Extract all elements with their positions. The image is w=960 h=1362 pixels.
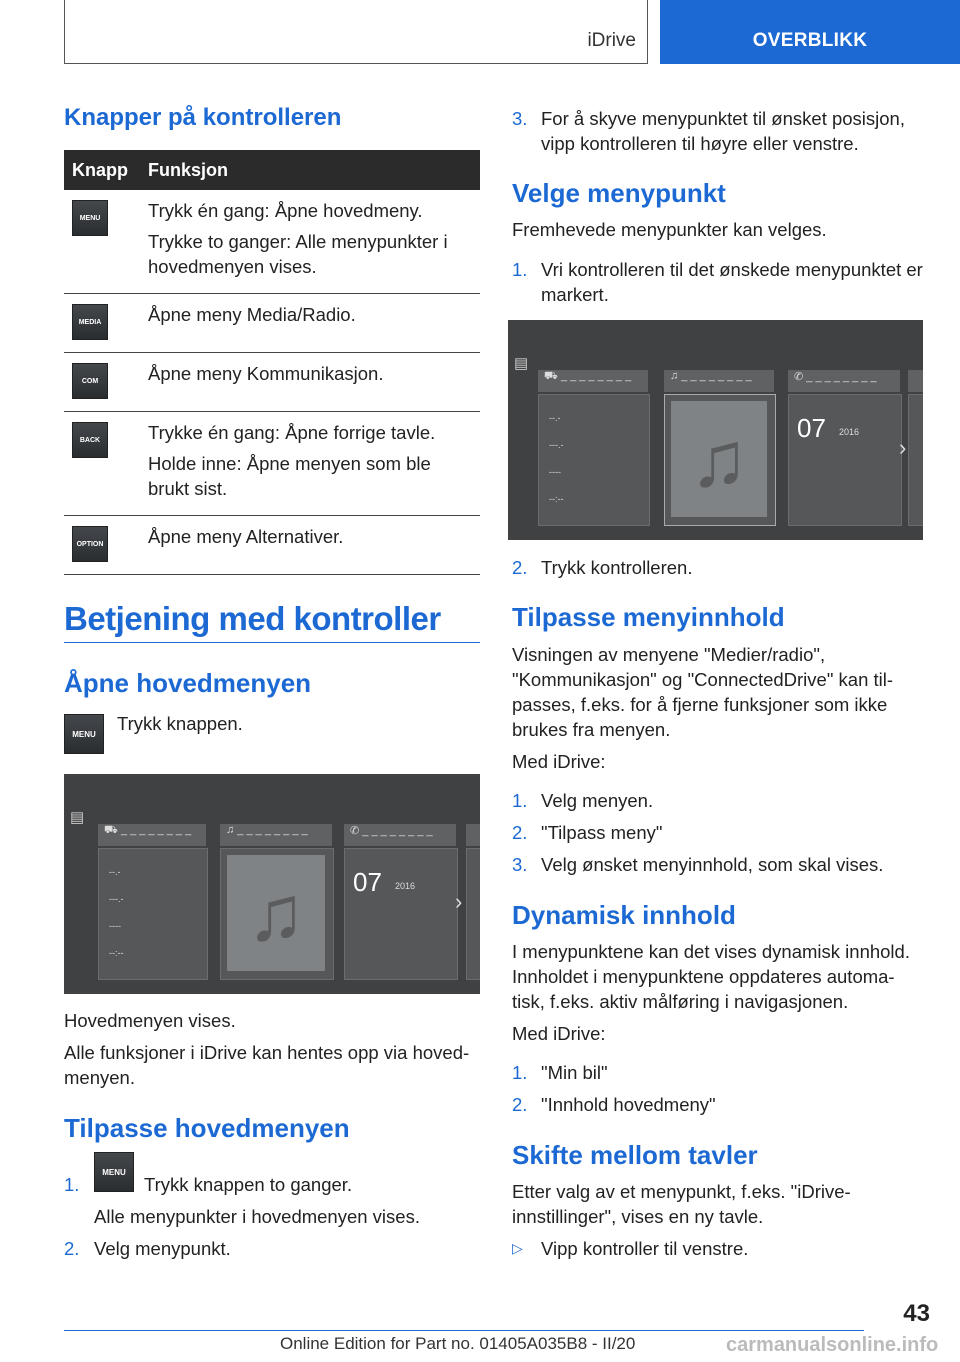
step-text: Vipp kontroller til venstre. — [541, 1238, 749, 1259]
media-tile — [220, 848, 334, 980]
menu-button-icon: MENU — [72, 200, 108, 236]
controller-buttons-table — [64, 150, 480, 575]
header-chapter-tab: OVERBLIKK — [660, 0, 960, 64]
step-text: "Min bil" — [541, 1062, 608, 1083]
step-number: 1. — [64, 1174, 80, 1195]
triangle-bullet-icon: ▷ — [512, 1240, 523, 1256]
row-text: Åpne meny Alternativer. — [148, 526, 344, 547]
step-text: Velg menypunkt. — [94, 1238, 231, 1259]
step-text: Velg menyen. — [541, 790, 654, 811]
column-header-button: Knapp — [64, 150, 140, 190]
subsection-title-select: Velge menypunkt — [512, 178, 726, 208]
next-tile — [455, 848, 480, 980]
watermark: carmanualsonline.info — [726, 1334, 939, 1356]
table-row — [64, 294, 480, 353]
step-text: For å skyve menypunktet til ønsket posisjon, vipp kontrolleren til høyre eller venstre. — [541, 108, 905, 154]
com-button-icon: COM — [72, 363, 108, 399]
chevron-right-icon: › — [899, 435, 907, 460]
step-number: 1. — [512, 259, 528, 280]
table-header-row — [64, 150, 480, 190]
body-text: Med iDrive: — [512, 751, 606, 772]
menu-button-icon: MENU — [64, 714, 104, 754]
step-number: 1. — [512, 1062, 528, 1083]
car-icon: ⛟ _ _ _ _ _ _ _ _ — [544, 370, 632, 382]
time-value: --:-- — [549, 494, 564, 504]
body-text: Etter valg av et menypunkt, f.eks. "iDrive-innstillinger", vises en ny tavle. — [512, 1181, 851, 1227]
my-car-tile — [98, 848, 208, 980]
row-text: Trykk én gang: Åpne hovedmeny. — [148, 200, 423, 221]
step-text: "Innhold hovedmeny" — [541, 1094, 716, 1115]
option-button-icon: OPTION — [72, 526, 108, 562]
subsection-title-open-menu: Åpne hovedmenyen — [64, 668, 312, 698]
idrive-menu-screenshot — [508, 320, 923, 540]
step-number: 2. — [512, 1094, 528, 1115]
step-number: 3. — [512, 854, 528, 875]
my-car-tile — [538, 394, 650, 526]
subsection-title-menu-content: Tilpasse menyinnhold — [512, 602, 785, 632]
date-year: 2016 — [839, 427, 860, 437]
car-menu-icon: ▤ — [70, 809, 85, 826]
step-text: Trykk knappen to ganger. — [144, 1174, 353, 1195]
car-menu-icon: ▤ — [514, 355, 529, 372]
communication-tile — [344, 848, 458, 980]
menu-button-icon: MENU — [94, 1152, 134, 1192]
step-text: "Tilpass meny" — [541, 822, 663, 843]
communication-tile — [788, 394, 902, 526]
fuel-value: --.- — [109, 867, 121, 877]
step-text: Trykk kontrolleren. — [541, 557, 693, 578]
body-text: Med iDrive: — [512, 1023, 606, 1044]
divider — [64, 642, 480, 643]
music-note-icon: ♫ — [671, 401, 767, 517]
date-year: 2016 — [395, 881, 416, 891]
next-tile — [899, 394, 923, 526]
step-number: 2. — [512, 822, 528, 843]
distance-value: ---- — [549, 467, 561, 477]
time-value: --:-- — [109, 948, 124, 958]
phone-icon: ✆ _ _ _ _ _ _ _ _ — [350, 825, 433, 837]
subsection-title-switch: Skifte mellom tavler — [512, 1140, 758, 1170]
body-text: I menypunktene kan det vises dynamisk innhold. Innholdet i menypunktene oppdateres automa-tisk, f.eks. aktiv målføring i navigasjonen. — [512, 941, 910, 1012]
edition-text: Online Edition for Part no. 01405A035B8 - II/20 — [280, 1334, 636, 1353]
music-note-icon: ♫ — [227, 855, 325, 971]
fuel-value: --.- — [549, 413, 561, 423]
row-text: Holde inne: Åpne menyen som ble brukt sist. — [148, 453, 431, 499]
back-button-icon: BACK — [72, 422, 108, 458]
range-value: ---.- — [109, 894, 124, 904]
table-row — [64, 516, 480, 575]
step-number: 1. — [512, 790, 528, 811]
footer-rule — [64, 1330, 864, 1331]
row-text: Åpne meny Media/Radio. — [148, 304, 356, 325]
instruction-text: Trykk knappen. — [117, 713, 243, 734]
step-text: Velg ønsket menyinnhold, som skal vises. — [541, 854, 884, 875]
music-note-icon: ♫ _ _ _ _ _ _ _ _ — [670, 370, 752, 382]
body-text: Visningen av menyene "Medier/radio", "Kommunikasjon" og "ConnectedDrive" kan til-passes, f.eks. for å fjerne funksjoner som ikke brukes fra menyen. — [512, 644, 894, 740]
table-row — [64, 190, 480, 294]
step-number: 2. — [512, 557, 528, 578]
step-subtext: Alle menypunkter i hovedmenyen vises. — [94, 1206, 420, 1227]
header-section: iDrive — [587, 30, 636, 51]
car-icon: ⛟ _ _ _ _ _ _ _ _ — [104, 824, 192, 836]
subsection-title-customize: Tilpasse hovedmenyen — [64, 1113, 350, 1143]
row-text: Åpne meny Kommunikasjon. — [148, 363, 384, 384]
distance-value: ---- — [109, 921, 121, 931]
header-frame — [64, 0, 648, 64]
date-day: 07 — [797, 413, 826, 443]
page-number: 43 — [903, 1300, 930, 1327]
idrive-main-menu-screenshot — [64, 774, 480, 994]
music-note-icon: ♫ _ _ _ _ _ _ _ _ — [226, 824, 308, 836]
table-title: Knapper på kontrolleren — [64, 104, 342, 131]
step-number: 3. — [512, 108, 528, 129]
body-text: Alle funksjoner i iDrive kan hentes opp via hoved-menyen. — [64, 1042, 470, 1088]
body-text: Fremhevede menypunkter kan velges. — [512, 219, 827, 240]
range-value: ---.- — [549, 440, 564, 450]
section-title: Betjening med kontroller — [64, 600, 441, 637]
step-text: Vri kontrolleren til det ønskede menypunktet er markert. — [541, 259, 923, 305]
table-row — [64, 412, 480, 516]
media-tile-highlighted — [664, 394, 776, 526]
table-row — [64, 353, 480, 412]
row-text: Trykke én gang: Åpne forrige tavle. — [148, 422, 436, 443]
chevron-right-icon: › — [455, 889, 463, 914]
step-number: 2. — [64, 1238, 80, 1259]
phone-icon: ✆ _ _ _ _ _ _ _ _ — [794, 371, 877, 383]
date-day: 07 — [353, 867, 382, 897]
column-header-function: Funksjon — [140, 150, 480, 190]
body-text: Hovedmenyen vises. — [64, 1010, 236, 1031]
subsection-title-dynamic: Dynamisk innhold — [512, 900, 736, 930]
media-button-icon: MEDIA — [72, 304, 108, 340]
row-text: Trykke to ganger: Alle menypunkter i hovedmenyen vises. — [148, 231, 448, 277]
